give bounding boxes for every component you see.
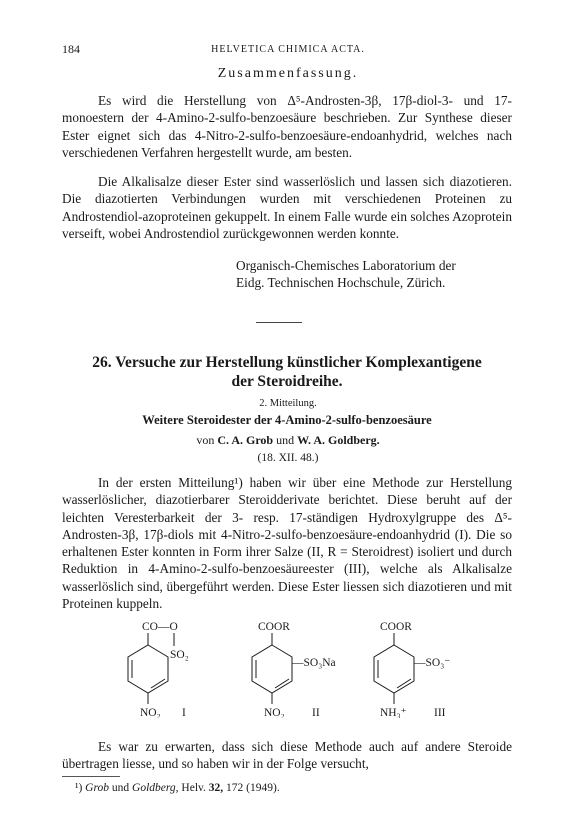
structure-III-sulfonate: —SO₃⁻: [414, 657, 451, 669]
journal-header: HELVETICA CHIMICA ACTA.: [211, 44, 365, 55]
structure-III: [374, 621, 450, 718]
structure-II-label: II: [312, 707, 320, 718]
article-title: [62, 353, 512, 391]
page-number: 184: [62, 42, 80, 56]
footnote-and: und: [111, 782, 130, 794]
structure-III-ester: COOR: [380, 621, 412, 633]
section-divider: [256, 322, 302, 323]
structure-II-ester: COOR: [258, 621, 290, 633]
body-paragraph-2: Es war zu erwarten, dass sich diese Methode auch auf andere Steroide übertragen liesse, und so haben wir in der Folge versucht,: [62, 739, 512, 772]
laboratory-affiliation: [236, 257, 456, 292]
author-2: W. A. Goldberg.: [297, 433, 380, 447]
footnote-volume: 32,: [208, 782, 224, 794]
author-1: C. A. Grob: [217, 433, 274, 447]
received-date: (18. XII. 48.): [257, 452, 319, 464]
structure-II-nitro: NO₂: [264, 707, 285, 718]
mitteilung-label: 2. Mitteilung.: [259, 398, 317, 409]
footnote-marker: ¹): [75, 782, 83, 794]
structure-II-sulfonate: —SO₃Na: [292, 657, 336, 669]
lab-line-2: Eidg. Technischen Hochschule, Zürich.: [236, 275, 446, 291]
structure-II: [252, 621, 336, 718]
structure-I: [128, 621, 189, 718]
structure-III-label: III: [434, 707, 446, 718]
chemical-structures: [62, 618, 512, 718]
summary-heading: Zusammenfassung.: [217, 66, 359, 81]
structure-I-sulfonyl: SO₂: [170, 649, 189, 661]
footnote-pages: 172 (1949).: [226, 782, 280, 794]
authors-prefix: von: [196, 433, 215, 447]
authors-line: [0, 433, 576, 448]
structure-I-nitro: NO₂: [140, 707, 161, 718]
footnote: [75, 782, 280, 794]
authors-and: und: [276, 433, 295, 447]
summary-paragraph-1: Es wird die Herstellung von Δ⁵-Androsten-3β, 17β-diol-3- und 17-monoestern der 4-Amino-2-sulfo-benzoesäure beschrieben. Zur Synthese dieser Ester eignet sich das 4-Nitro-2-sulfo-benzoesäure-endoanhydrid, welches nach verschiedenen Verfahren hergestellt wurde, am besten.: [62, 93, 512, 160]
body-paragraph-1: In der ersten Mitteilung¹) haben wir über eine Methode zur Herstellung wasserlöslicher, diazotierbarer Steroidderivate berichtet. Diese beruht auf der leichten Veresterbarkeit der 3- resp. 17-ständigen Hydroxylgruppe des Δ⁵-Androsten-3β, 17β-diols mit 4-Nitro-2-sulfo-benzoesäure-endoanhydrid (I). Die so erhaltenen Ester konnten in Form ihrer Salze (II, R = Steroidrest) isoliert und durch Reduktion in 4-Amino-2-sulfo-benzoesäureester (III), welche als Alkalisalze wasserlöslich sind, übergeführt werden. Diese Ester liessen sich diazotieren und mit Proteinen kuppeln.: [62, 475, 512, 612]
summary-paragraph-2: Die Alkalisalze dieser Ester sind wasserlöslich und lassen sich diazotieren. Die diazotierten Verbindungen wurden mit verschiedenen Proteinen zu Androstendiol-azoproteinen gekuppelt. In einem Falle wurde ein solches Azoprotein verseift, wobei Androstendiol zurückgewonnen werden konnte.: [62, 174, 512, 241]
structure-I-carbonyl: CO—O: [142, 621, 178, 633]
title-line-2: der Steroidreihe.: [231, 373, 343, 390]
footnote-author-a: Grob: [85, 782, 110, 794]
title-line-1: 26. Versuche zur Herstellung künstlicher Komplexantigene: [92, 354, 482, 371]
lab-line-1: Organisch-Chemisches Laboratorium der: [236, 258, 456, 273]
footnote-journal: Helv.: [181, 782, 206, 794]
structure-III-ammonium: NH₃⁺: [380, 707, 407, 718]
structure-I-label: I: [182, 707, 186, 718]
footnote-author-b: Goldberg,: [132, 782, 179, 794]
article-subtitle: Weitere Steroidester der 4-Amino-2-sulfo-benzoesäure: [142, 413, 432, 427]
footnote-rule: [62, 776, 120, 777]
